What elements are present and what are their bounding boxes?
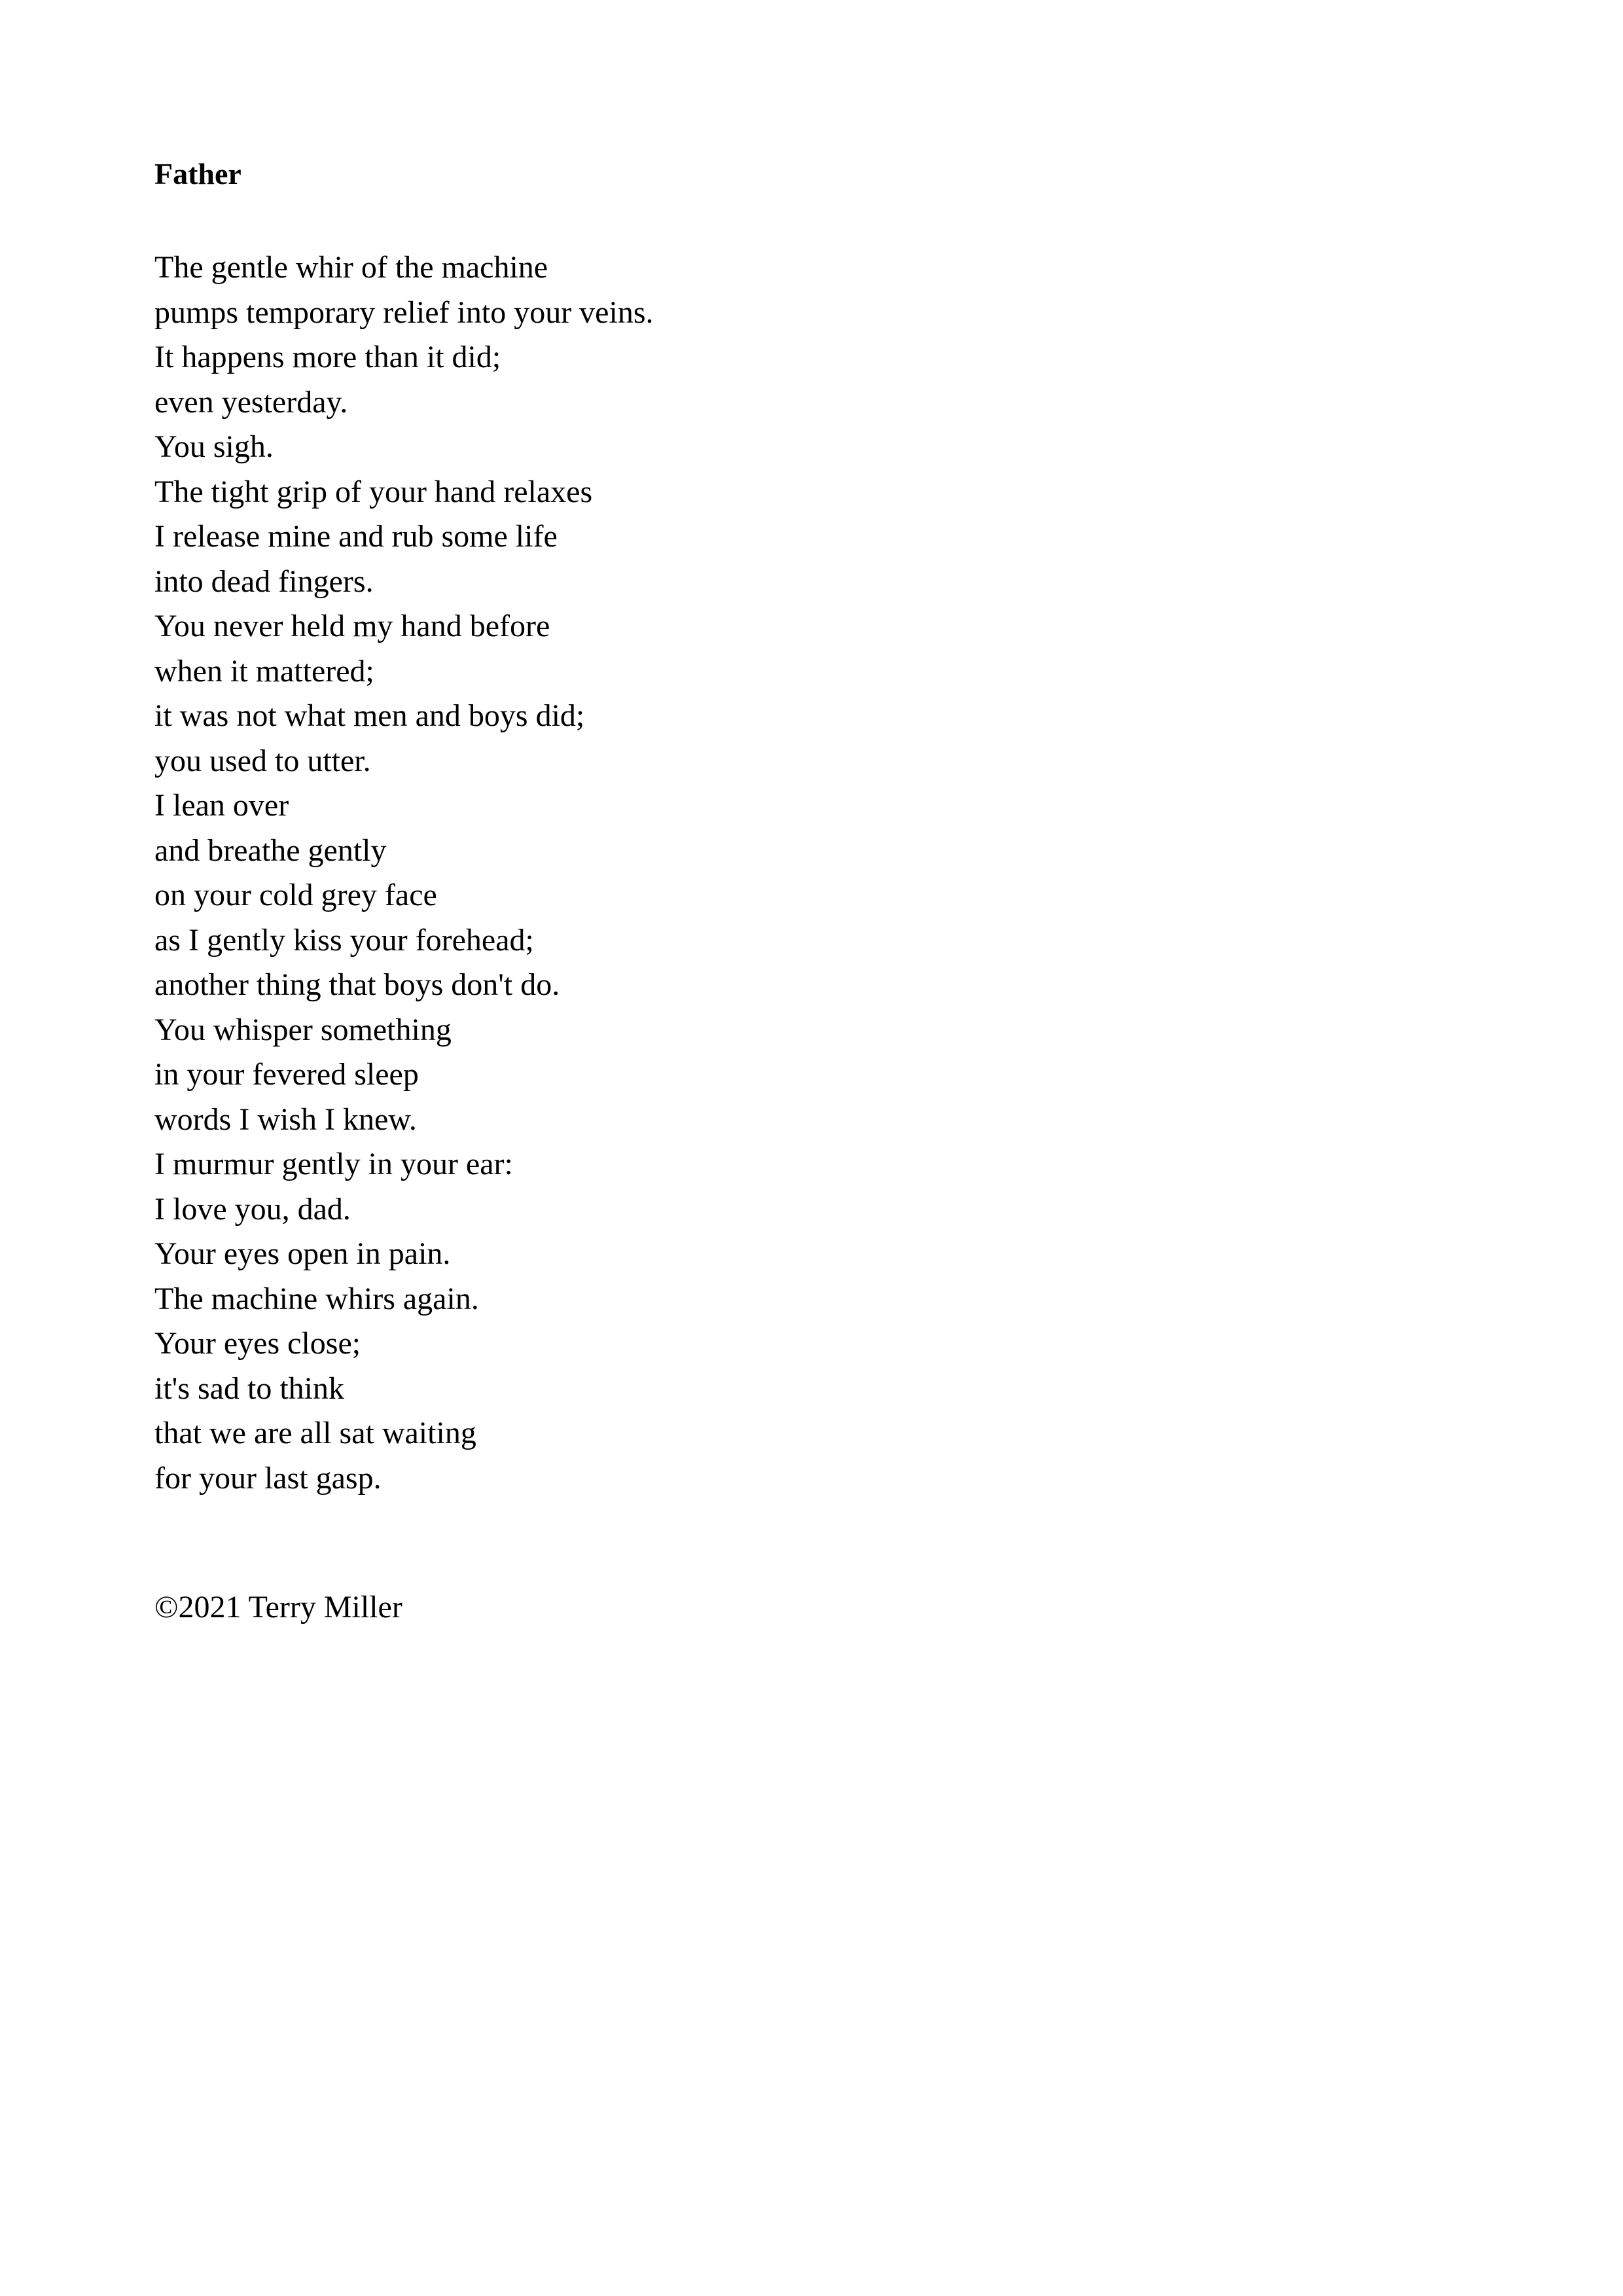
poem-line: You whisper something <box>154 1012 452 1047</box>
poem-line: and breathe gently <box>154 833 387 868</box>
poem-line: The gentle whir of the machine <box>154 250 548 285</box>
poem-line: You never held my hand before <box>154 609 550 643</box>
poem-line: as I gently kiss your forehead; <box>154 922 534 958</box>
poem-line: you used to utter. <box>154 743 371 778</box>
poem-line: I lean over <box>154 788 289 823</box>
poem-line: The tight grip of your hand relaxes <box>154 474 593 509</box>
poem-line: You sigh. <box>154 429 274 464</box>
poem-line: I love you, dad. <box>154 1191 351 1227</box>
poem-line: into dead fingers. <box>154 564 374 599</box>
poem-line: for your last gasp. <box>154 1460 382 1496</box>
poem-line: Your eyes close; <box>154 1326 361 1361</box>
copyright-notice: ©2021 Terry Miller <box>154 1590 402 1624</box>
poem-line: I murmur gently in your ear: <box>154 1147 513 1181</box>
poem-line: It happens more than it did; <box>154 340 501 374</box>
poem-line: I release mine and rub some life <box>154 519 558 554</box>
poem-line: when it mattered; <box>154 653 374 689</box>
poem-line: on your cold grey face <box>154 878 437 912</box>
poem-body <box>154 245 654 1501</box>
poem-line: pumps temporary relief into your veins. <box>154 295 654 330</box>
poem-line: The machine whirs again. <box>154 1281 479 1316</box>
poem-line: it was not what men and boys did; <box>154 698 585 733</box>
poem-title: Father <box>154 157 241 190</box>
poem-line: another thing that boys don't do. <box>154 967 560 1002</box>
poem-line: in your fevered sleep <box>154 1057 419 1092</box>
poem-line: Your eyes open in pain. <box>154 1236 451 1271</box>
poem-line: that we are all sat waiting <box>154 1416 476 1450</box>
poem-line: even yesterday. <box>154 384 348 420</box>
poem-line: words I wish I knew. <box>154 1102 417 1137</box>
poem-line: it's sad to think <box>154 1371 344 1406</box>
